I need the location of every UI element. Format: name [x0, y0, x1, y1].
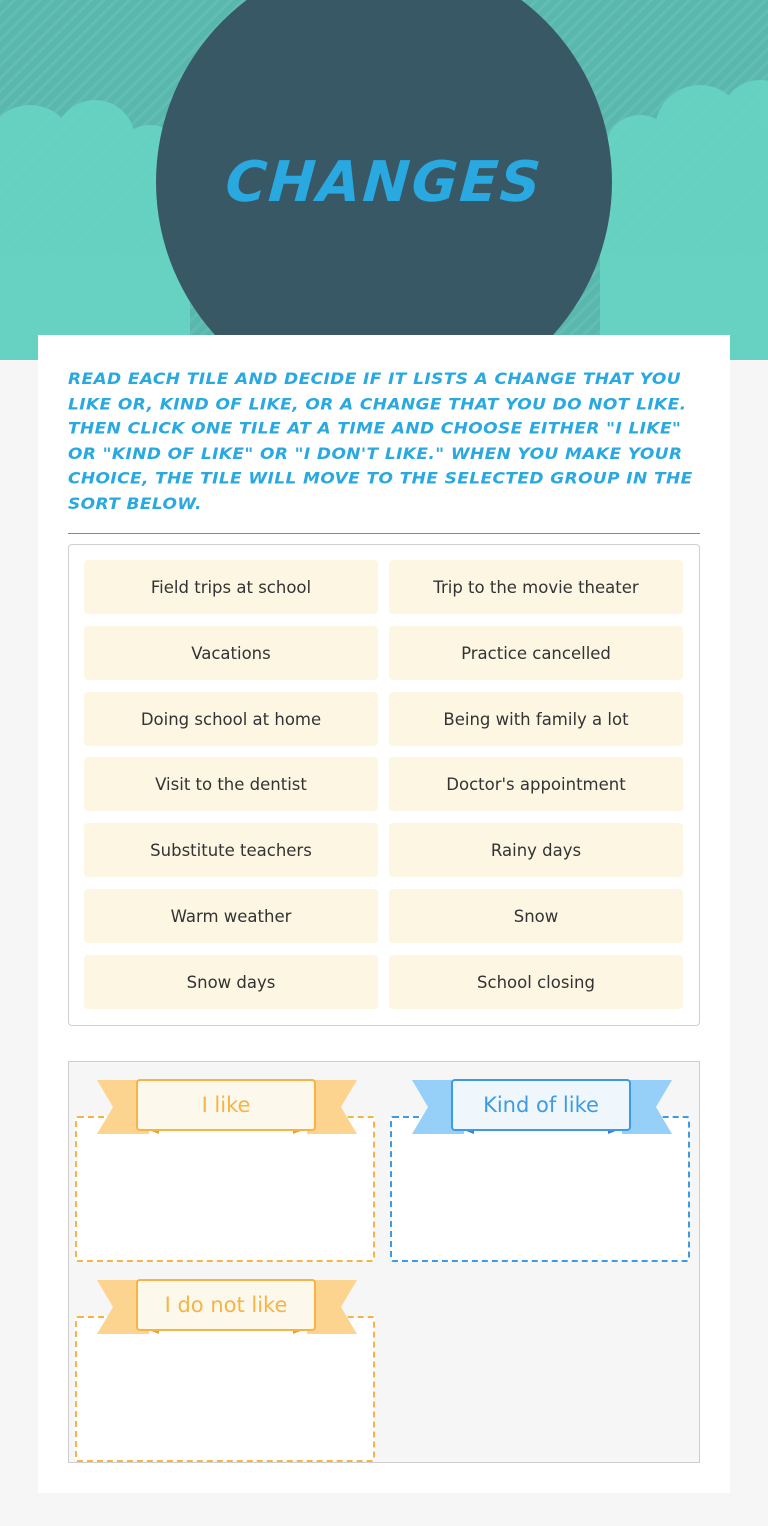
activity-card [38, 335, 730, 1493]
group-i-do-not-like [69, 1270, 389, 1470]
tile[interactable]: Visit to the dentist [84, 757, 378, 811]
tile[interactable]: Doing school at home [84, 692, 378, 746]
group-label-i-do-not-like: I do not like [136, 1279, 316, 1331]
tile[interactable]: Snow days [84, 955, 378, 1009]
divider [68, 533, 700, 534]
page-title: CHANGES [223, 150, 545, 215]
instructions-text: READ EACH TILE AND DECIDE IF IT LISTS A CHANGE THAT YOU LIKE OR, KIND OF LIKE, OR A CHANGE THAT YOU DO NOT LIKE. THEN CLICK ONE TILE AT A TIME AND CHOOSE EITHER "I LIKE" OR "KIND OF LIKE" OR "I DON'T LIKE." WHEN YOU MAKE YOUR CHOICE, THE TILE WILL MOVE TO THE SELECTED GROUP IN THE SORT BELOW. [68, 369, 693, 514]
tile[interactable]: Trip to the movie theater [389, 560, 683, 614]
group-kind-of-like [384, 1070, 704, 1270]
group-i-like [69, 1070, 389, 1270]
tile[interactable]: Being with family a lot [389, 692, 683, 746]
sort-area [68, 1061, 700, 1463]
group-label-i-like: I like [136, 1079, 316, 1131]
tile[interactable]: Doctor's appointment [389, 757, 683, 811]
group-label-kind-of-like: Kind of like [451, 1079, 631, 1131]
tile[interactable]: Field trips at school [84, 560, 378, 614]
tile[interactable]: Warm weather [84, 889, 378, 943]
tile[interactable]: Rainy days [389, 823, 683, 877]
tile[interactable]: Vacations [84, 626, 378, 680]
tile[interactable]: Practice cancelled [389, 626, 683, 680]
header-banner [0, 0, 768, 360]
tile[interactable]: School closing [389, 955, 683, 1009]
tile[interactable]: Substitute teachers [84, 823, 378, 877]
tile-bank [68, 544, 700, 1026]
tile[interactable]: Snow [389, 889, 683, 943]
